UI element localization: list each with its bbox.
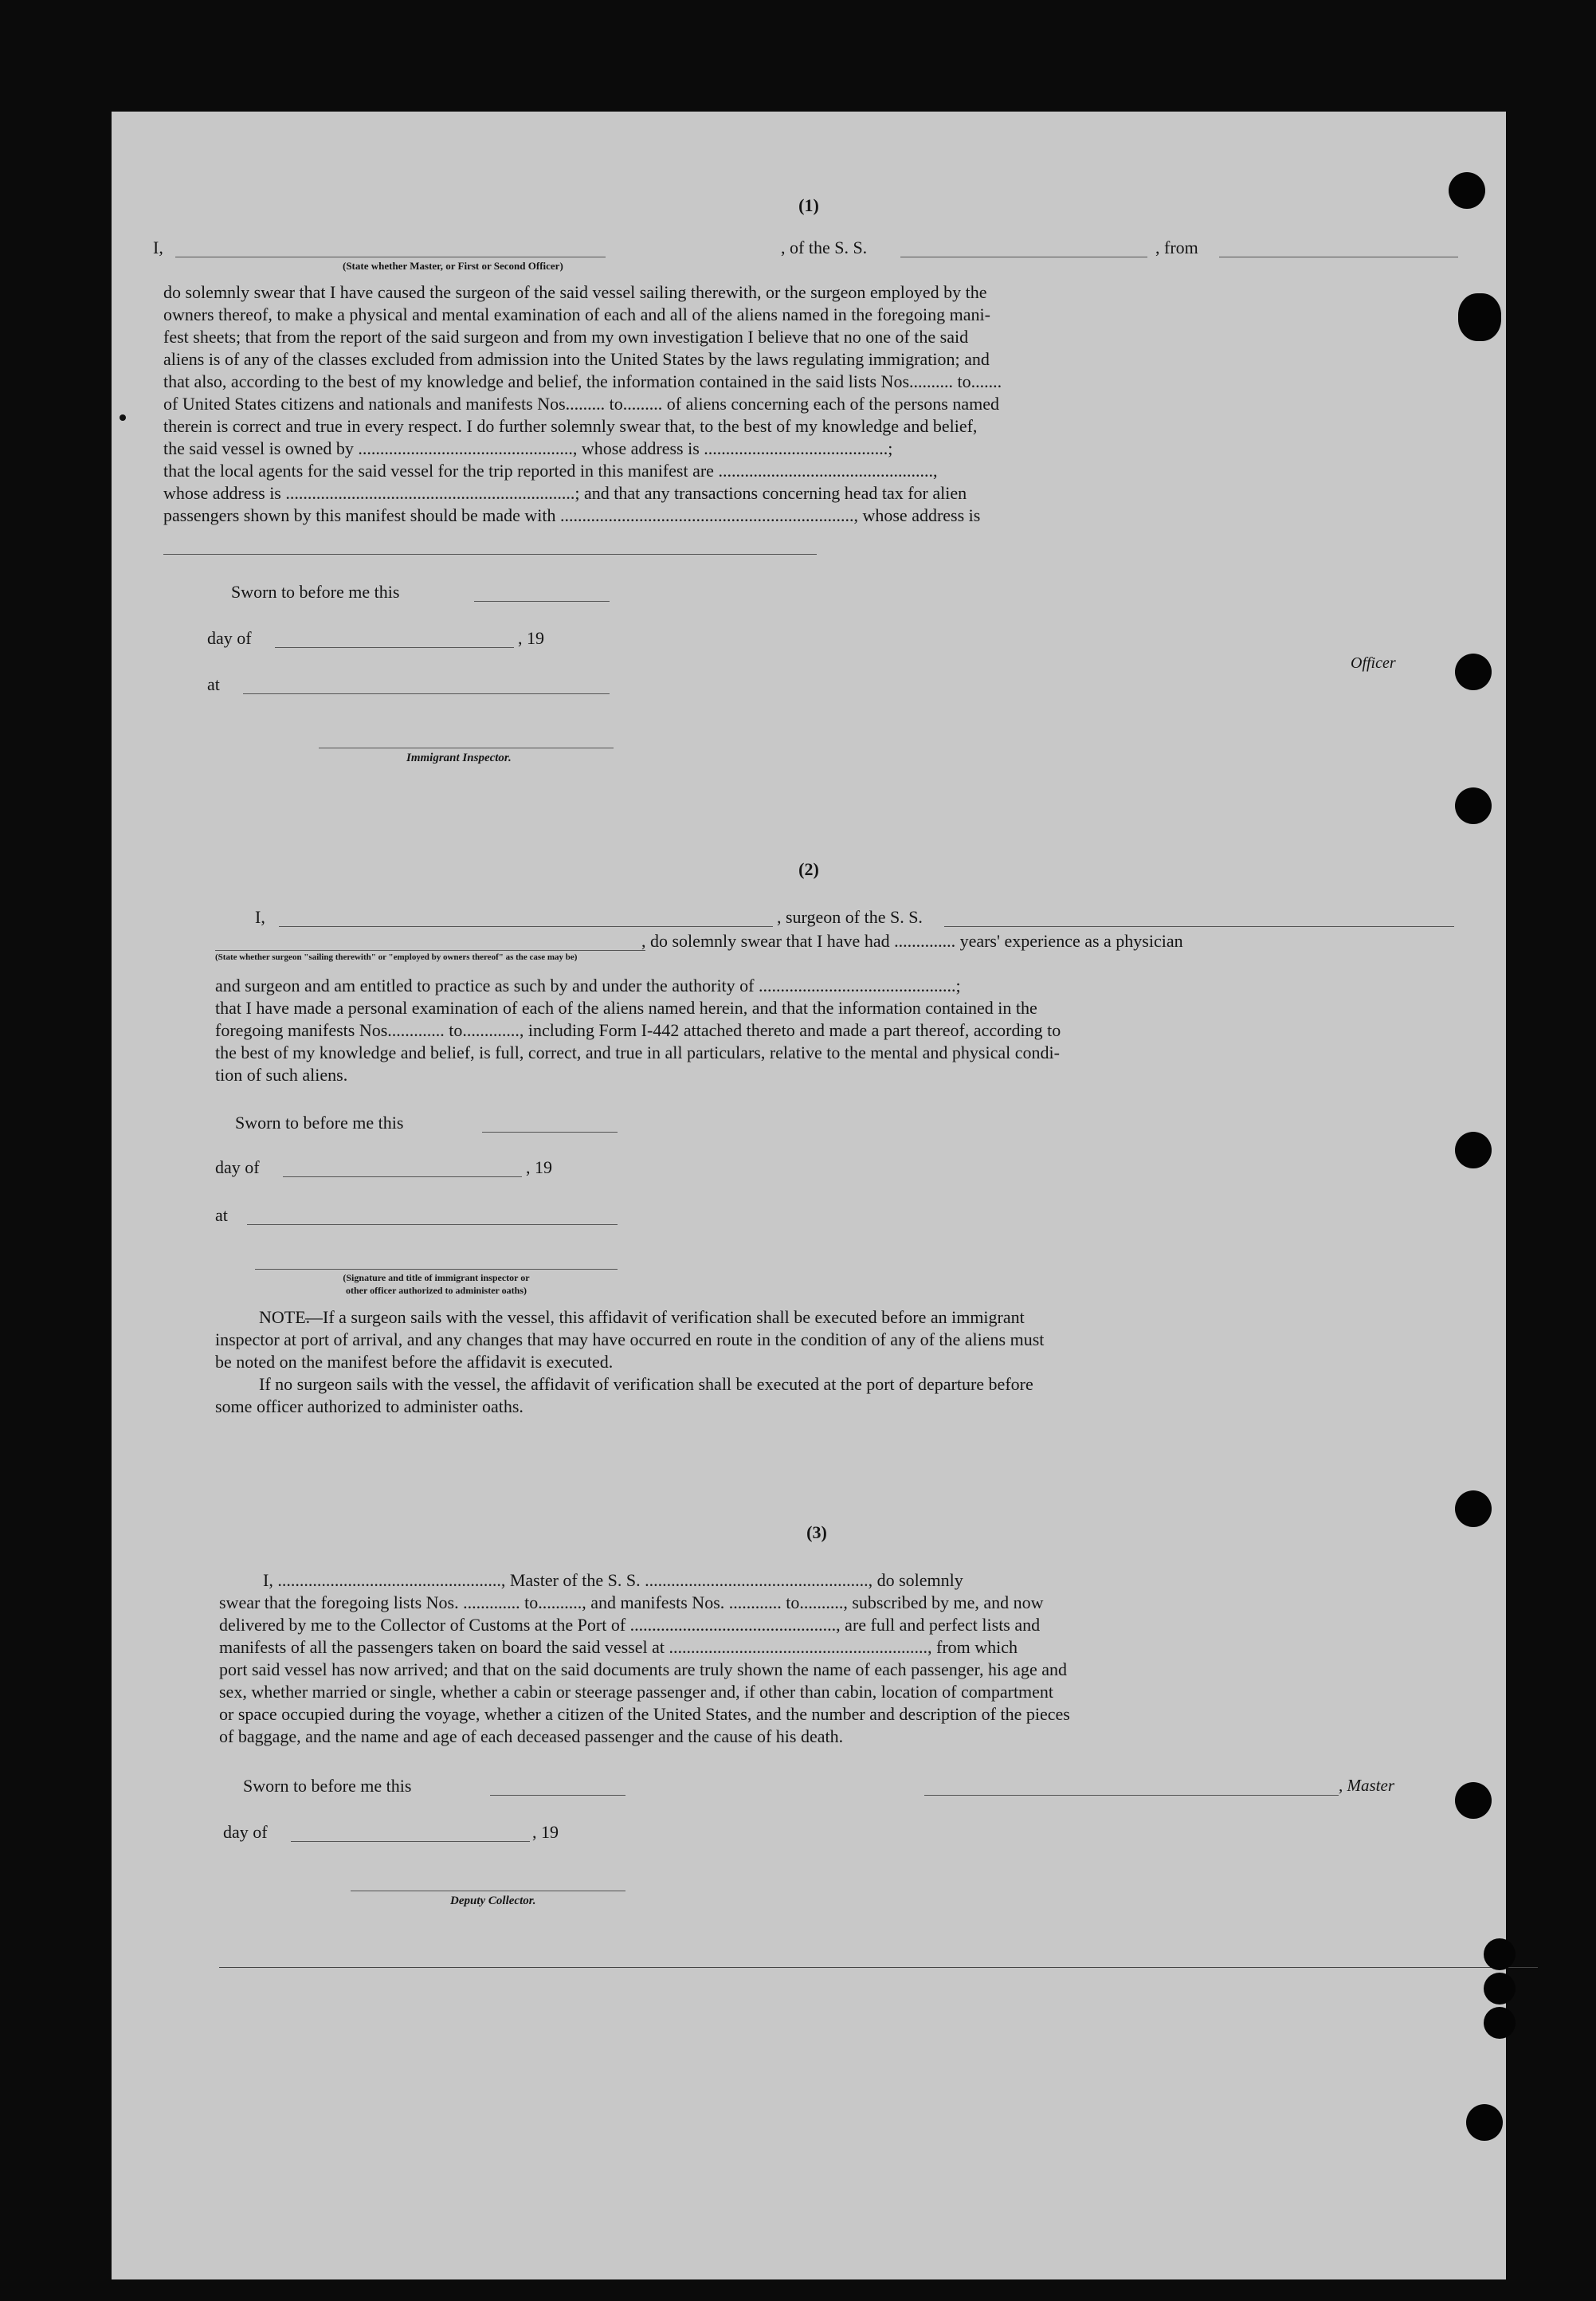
oath-1-line: fest sheets; that from the report of the said surgeon and from my own investigation I believe that no one of the said	[163, 327, 969, 347]
master-signature-line	[924, 1795, 1339, 1796]
day-line-1	[275, 647, 514, 648]
oath-1-line: therein is correct and true in every respect. I do further solemnly swear that, to the best of my knowledge and belief,	[163, 416, 978, 436]
binder-hole	[1458, 293, 1501, 341]
oath-2-line: the best of my knowledge and belief, is full, correct, and true in all particulars, relative to the mental and physical condi-	[215, 1043, 1060, 1062]
oath-3-line: port said vessel has now arrived; and that on the said documents are truly shown the name of each passenger, his age and	[219, 1659, 1067, 1679]
surgeon-note: (State whether surgeon "sailing therewith" or "employed by owners thereof" as the case may be)	[215, 952, 578, 962]
note-line: —If a surgeon sails with the vessel, this affidavit of verification shall be executed before an immigrant	[305, 1307, 1025, 1327]
deputy-label: Deputy Collector.	[450, 1895, 536, 1907]
day-line-2	[283, 1176, 522, 1177]
officer-note: (State whether Master, or First or Second Officer)	[343, 260, 563, 272]
oath-1-line: whose address is ..................................................................; and that any transactions concerning head tax for alien	[163, 483, 967, 503]
surgeon-vessel-line	[944, 926, 1454, 927]
sworn-label-1: Sworn to before me this	[231, 582, 400, 602]
oath-1-line: passengers shown by this manifest should be made with ..................................................................., whose address is	[163, 505, 981, 525]
note-line: be noted on the manifest before the affidavit is executed.	[215, 1352, 614, 1372]
binder-hole	[1455, 1132, 1492, 1168]
signature-note-1: (Signature and title of immigrant inspector or	[343, 1272, 530, 1283]
oath-2-i: I,	[255, 907, 265, 927]
binder-hole	[1455, 1782, 1492, 1819]
surgeon-name-line	[279, 926, 773, 927]
oath-1-line: owners thereof, to make a physical and mental examination of each and all of the aliens named in the foregoing mani-	[163, 304, 990, 324]
oath-2-line: that I have made a personal examination of each of the aliens named herein, and that the information contained in the	[215, 998, 1037, 1018]
oath-1-line: aliens is of any of the classes excluded from admission into the United States by the laws regulating immigration; and	[163, 349, 990, 369]
sworn-line-3	[490, 1795, 625, 1796]
stray-mark	[120, 414, 126, 421]
note-line: inspector at port of arrival, and any changes that may have occurred en route in the condition of any of the aliens must	[215, 1329, 1045, 1349]
at-line-1	[243, 693, 610, 694]
address-line	[163, 554, 817, 555]
at-line-2	[247, 1224, 618, 1225]
binder-hole	[1484, 1973, 1516, 2005]
oath-1-line: the said vessel is owned by ................................................., whose address is ..........................................;	[163, 438, 893, 458]
day-line-3	[291, 1841, 530, 1842]
officer-label: Officer	[1351, 654, 1396, 672]
oath-2-line: foregoing manifests Nos............. to............., including Form I-442 attached thereto and made a part thereof, according to	[215, 1020, 1061, 1040]
sworn-line-1	[474, 601, 610, 602]
day-of-label-3: day of	[223, 1822, 268, 1842]
oath-3-line: delivered by me to the Collector of Customs at the Port of ..............................................., are full and perfect lists and	[219, 1615, 1041, 1635]
manifest-page	[112, 112, 1506, 2279]
oath-2-experience: , do solemnly swear that I have had .............. years' experience as a physician	[641, 931, 1183, 951]
year-label-2: , 19	[526, 1157, 552, 1177]
binder-hole	[1484, 2007, 1516, 2039]
oath-3-line: manifests of all the passengers taken on board the said vessel at ..........................................................., from which	[219, 1637, 1018, 1657]
oath-3-line: I, ..................................................., Master of the S. S. ..................................................., do solemnly	[263, 1570, 963, 1590]
oath-1-line: that the local agents for the said vessel for the trip reported in this manifest are .................................................,	[163, 461, 938, 481]
inspector-label: Immigrant Inspector.	[406, 752, 512, 764]
sworn-line-2	[482, 1132, 618, 1133]
at-label-2: at	[215, 1205, 228, 1225]
binder-hole	[1455, 787, 1492, 824]
oath-1-line: of United States citizens and nationals and manifests Nos......... to......... of aliens concerning each of the persons named	[163, 394, 1000, 414]
binder-hole	[1484, 1938, 1516, 1970]
section-1-number: (1)	[798, 195, 819, 215]
oath-1-line: do solemnly swear that I have caused the surgeon of the said vessel sailing therewith, or the surgeon employed by the	[163, 282, 987, 302]
oath-1-line: that also, according to the best of my knowledge and belief, the information contained in the said lists Nos.......... to.......	[163, 371, 1002, 391]
oath-3-line: or space occupied during the voyage, whether a citizen of the United States, and the number and description of the pieces	[219, 1704, 1070, 1724]
day-of-label-2: day of	[215, 1157, 260, 1177]
sworn-label-2: Sworn to before me this	[235, 1113, 404, 1133]
binder-hole	[1455, 654, 1492, 690]
at-label-1: at	[207, 674, 220, 694]
day-of-label-1: day of	[207, 628, 252, 648]
year-label-1: , 19	[518, 628, 544, 648]
oath-2-line: tion of such aliens.	[215, 1065, 348, 1085]
section-2-number: (2)	[798, 859, 819, 879]
binder-hole	[1466, 2104, 1503, 2141]
sworn-label-3: Sworn to before me this	[243, 1776, 412, 1796]
note-line: If no surgeon sails with the vessel, the affidavit of verification shall be executed at the port of departure before	[259, 1374, 1033, 1394]
master-label: , Master	[1339, 1776, 1394, 1795]
note-label: NOTE.	[259, 1307, 311, 1327]
oath-1-vessel-label: , of the S. S.	[781, 238, 868, 257]
oath-2-line: and surgeon and am entitled to practice as such by and under the authority of .............................................;	[215, 976, 961, 995]
section-3-number: (3)	[806, 1522, 827, 1542]
oath-3-line: sex, whether married or single, whether a cabin or steerage passenger and, if other than cabin, location of compartment	[219, 1682, 1054, 1702]
note-line: some officer authorized to administer oaths.	[215, 1396, 524, 1416]
binder-hole	[1455, 1490, 1492, 1527]
oath-3-line: of baggage, and the name and age of each deceased passenger and the cause of his death.	[219, 1726, 844, 1746]
oath-1-from-label: , from	[1155, 238, 1198, 257]
oath-2-vessel-label: , surgeon of the S. S.	[777, 907, 923, 927]
signature-note-2: other officer authorized to administer oaths)	[346, 1285, 527, 1296]
bottom-rule	[219, 1967, 1538, 1968]
signature-line-2	[255, 1269, 618, 1270]
surgeon-status-line	[215, 950, 645, 951]
oath-3-line: swear that the foregoing lists Nos. ............. to.........., and manifests Nos. ............ to.........., subscribed by me, and now	[219, 1592, 1044, 1612]
binder-hole	[1449, 172, 1485, 209]
year-label-3: , 19	[532, 1822, 559, 1842]
oath-1-i: I,	[153, 238, 163, 257]
